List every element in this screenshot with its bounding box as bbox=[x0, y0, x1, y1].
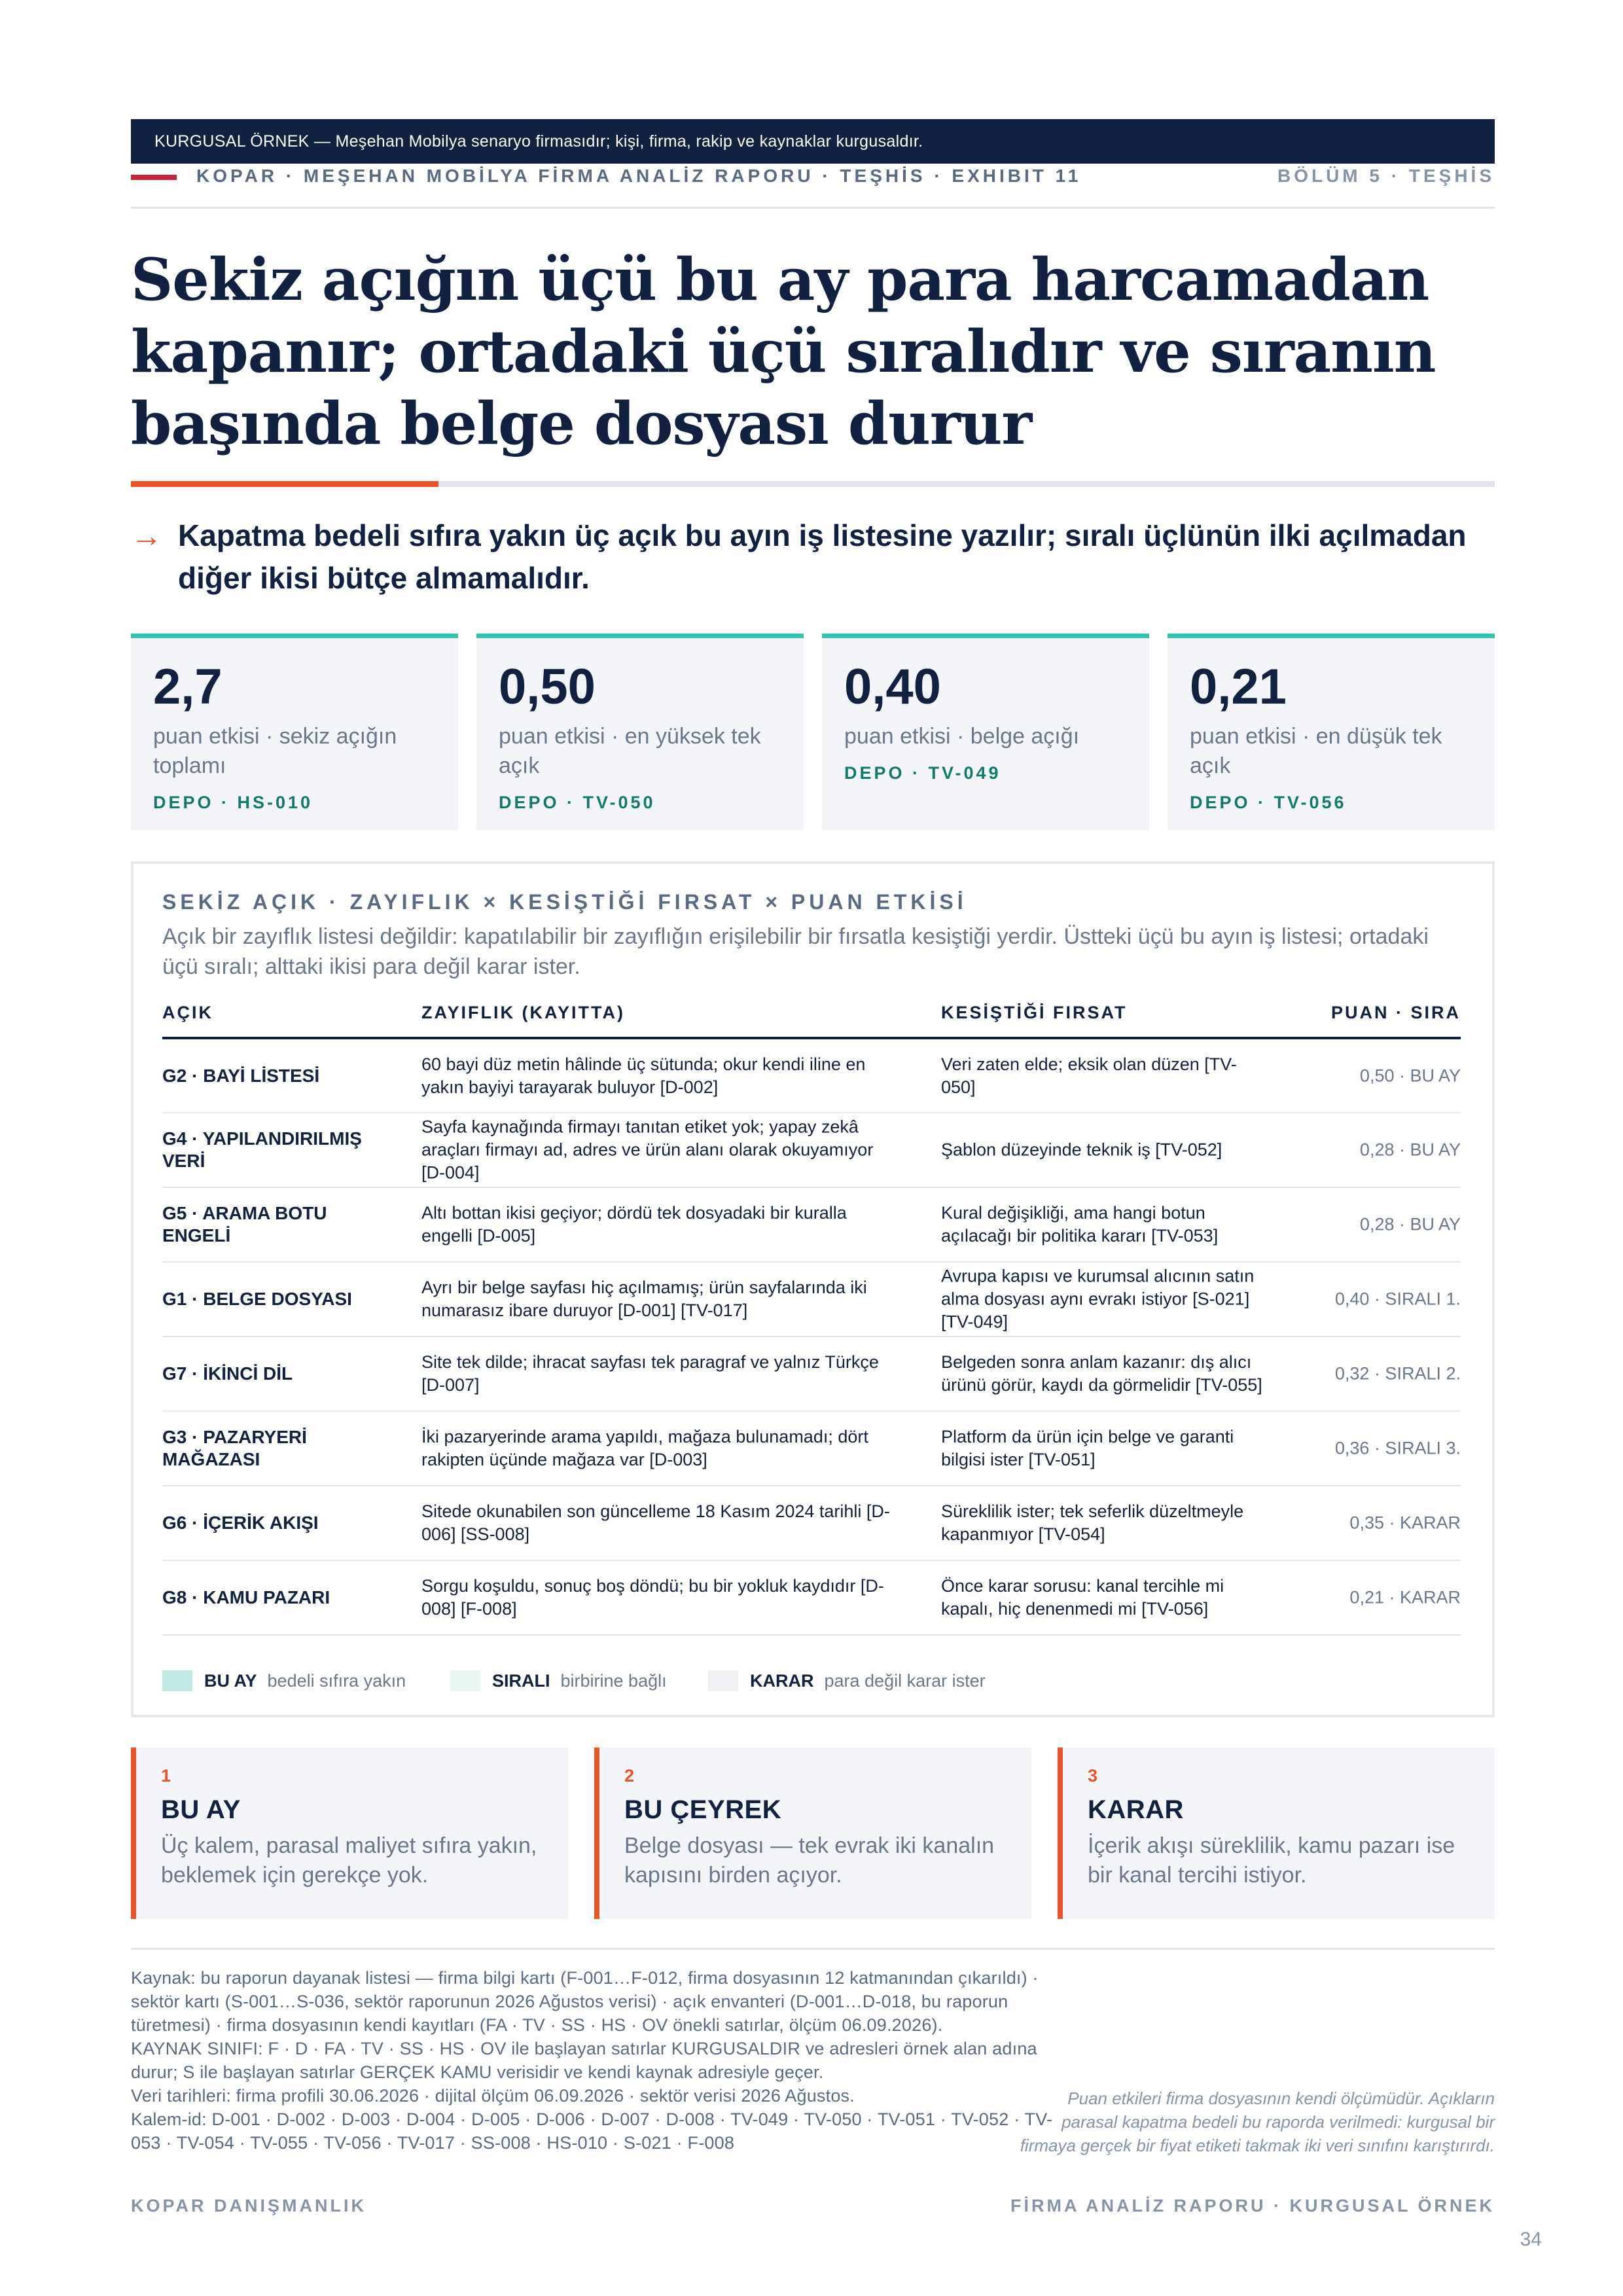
page-number: 34 bbox=[1520, 2229, 1542, 2250]
lede-text: Kapatma bedeli sıfıra yakın üç açık bu ayın iş listesine yazılır; sıralı üçlünün ilki açılmadan diğer ikisi bütçe almamalıdır. bbox=[178, 518, 1467, 595]
kpi-value: 0,50 bbox=[499, 659, 596, 715]
section-label: BÖLÜM 5 · TEŞHİS bbox=[1277, 166, 1495, 186]
method-note: Puan etkileri firma dosyasının kendi ölçümüdür. Açıkların parasal kapatma bedeli bu raporda verilmedi: kurgusal bir firmaya gerçek bir fiyat etiketi takmak iki veri sınıfını karıştırırdı. bbox=[1020, 2089, 1495, 2155]
table-row bbox=[162, 1561, 1461, 1636]
source-line: Kalem-id: D-001 · D-002 · D-003 · D-004 · D-005 · D-006 · D-007 · D-008 · TV-049 · TV-050 · TV-051 · TV-052 · TV-053 · TV-054 · TV-055 · TV-056 · TV-017 · SS-008 · HS-010 · S-021 · F-008 bbox=[131, 2109, 1053, 2153]
table-row bbox=[162, 1263, 1461, 1337]
title-rule-accent bbox=[131, 481, 438, 487]
weakness-cell: 60 bayi düz metin hâlinde üç sütunda; okur kendi iline en yakın bayiyi tarayarak buluyor [D-002] bbox=[421, 1054, 866, 1097]
column-header-weakness: ZAYIFLIK (KAYITTA) bbox=[421, 1003, 626, 1022]
weakness-cell: Site tek dilde; ihracat sayfası tek paragraf ve yalnız Türkçe [D-007] bbox=[421, 1352, 879, 1395]
opportunity-cell: Platform da ürün için belge ve garanti bilgisi ister [TV-051] bbox=[941, 1427, 1234, 1469]
action-number: 1 bbox=[161, 1766, 171, 1785]
kpi-value: 0,40 bbox=[844, 659, 941, 715]
action-text: Üç kalem, parasal maliyet sıfıra yakın, beklemek için gerekçe yok. bbox=[161, 1833, 537, 1888]
table-row bbox=[162, 1113, 1461, 1188]
score-cell: 0,28 · BU AY bbox=[1359, 1139, 1461, 1160]
footer-publisher: KOPAR DANIŞMANLIK bbox=[131, 2196, 366, 2215]
weakness-cell: Sayfa kaynağında firmayı tanıtan etiket yok; yapay zekâ araçları firmayı ad, adres ve ürün alanı olarak okuyamıyor [D-004] bbox=[421, 1117, 874, 1183]
kpi-value: 2,7 bbox=[153, 659, 223, 715]
kpi-source: DEPO · HS-010 bbox=[153, 793, 313, 812]
legend-item-karar bbox=[708, 1669, 986, 1693]
source-line: Veri tarihleri: firma profili 30.06.2026 · dijital ölçüm 06.09.2026 · sektör verisi 2026 Ağustos. bbox=[131, 2086, 855, 2106]
kpi-label: puan etkisi · belge açığı bbox=[844, 724, 1080, 749]
opportunity-cell: Kural değişikliği, ama hangi botun açılacağı bir politika kararı [TV-053] bbox=[941, 1203, 1219, 1246]
source-line: KAYNAK SINIFI: F · D · FA · TV · SS · HS · OV ile başlayan satırlar KURGUSALDIR ve adresleri örnek alan adına durur; S ile başlayan satırlar GERÇEK KAMU verisidir ve kendi kaynak adresiyle geçer. bbox=[131, 2039, 1037, 2082]
action-heading: KARAR bbox=[1088, 1795, 1184, 1824]
kpi-label: puan etkisi · en yüksek tek açık bbox=[499, 724, 761, 778]
table-row bbox=[162, 1412, 1461, 1486]
opportunity-cell: Veri zaten elde; eksik olan düzen [TV-050] bbox=[941, 1054, 1237, 1097]
opportunity-cell: Avrupa kapısı ve kurumsal alıcının satın alma dosyası aynı evrakı istiyor [S-021] [TV-049] bbox=[941, 1266, 1255, 1332]
gap-name: G3 · PAZARYERİ MAĞAZASI bbox=[162, 1427, 307, 1469]
column-header-score: PUAN · SIRA bbox=[1330, 1003, 1461, 1022]
arrow-right-icon: → bbox=[131, 519, 162, 554]
opportunity-cell: Süreklilik ister; tek seferlik düzeltmeyle kapanmıyor [TV-054] bbox=[941, 1501, 1244, 1544]
weakness-cell: Sitede okunabilen son güncelleme 18 Kasım 2024 tarihli [D-006] [SS-008] bbox=[421, 1501, 890, 1544]
weakness-cell: Altı bottan ikisi geçiyor; dördü tek dosyadaki bir kuralla engelli [D-005] bbox=[421, 1203, 847, 1246]
page-title: Sekiz açığın üçü bu ay para harcamadan kapanır; ortadaki üçü sıralıdır ve sıranın başında belge dosyası durur bbox=[131, 245, 1436, 457]
kpi-card bbox=[476, 634, 804, 830]
gap-name: G5 · ARAMA BOTU ENGELİ bbox=[162, 1203, 327, 1246]
opportunity-cell: Belgeden sonra anlam kazanır: dış alıcı ürünü görür, kaydı da görmelidir [TV-055] bbox=[941, 1352, 1262, 1395]
score-cell: 0,36 · SIRALI 3. bbox=[1334, 1438, 1461, 1458]
legend-swatch bbox=[708, 1670, 738, 1691]
legend-swatch bbox=[450, 1670, 480, 1691]
gap-name: G2 · BAYİ LİSTESİ bbox=[162, 1065, 320, 1086]
table-row bbox=[162, 1039, 1461, 1113]
score-cell: 0,35 · KARAR bbox=[1349, 1513, 1461, 1533]
table-intro: Açık bir zayıflık listesi değildir: kapatılabilir bir zayıflığın erişilebilir bir fırsatla kesiştiği yerdir. Üstteki üçü bu ayın iş listesi; ortadaki üçü sıralı; alttaki ikisi para değil karar ister. bbox=[162, 924, 1429, 979]
weakness-cell: İki pazaryerinde arama yapıldı, mağaza bulunamadı; dört rakipten üçünde mağaza var [D-003] bbox=[421, 1427, 868, 1469]
weakness-cell: Sorgu koşuldu, sonuç boş döndü; bu bir yokluk kaydıdır [D-008] [F-008] bbox=[421, 1576, 884, 1619]
table-kicker: SEKİZ AÇIK · ZAYIFLIK × KESİŞTİĞİ FIRSAT × PUAN ETKİSİ bbox=[162, 890, 967, 914]
legend-key: SIRALI bbox=[492, 1670, 550, 1691]
score-cell: 0,40 · SIRALI 1. bbox=[1334, 1289, 1461, 1309]
gap-name: G4 · YAPILANDIRILMIŞ VERİ bbox=[162, 1128, 362, 1171]
kpi-value: 0,21 bbox=[1190, 659, 1287, 715]
score-cell: 0,28 · BU AY bbox=[1359, 1214, 1461, 1234]
action-number: 2 bbox=[624, 1766, 635, 1785]
legend-item-bu-ay bbox=[162, 1669, 406, 1693]
action-text: Belge dosyası — tek evrak iki kanalın kapısını birden açıyor. bbox=[624, 1833, 995, 1888]
kpi-source: DEPO · TV-050 bbox=[499, 793, 656, 812]
action-heading: BU ÇEYREK bbox=[624, 1795, 782, 1824]
kpi-card bbox=[1168, 634, 1495, 830]
legend-key: KARAR bbox=[750, 1670, 814, 1691]
action-box bbox=[594, 1748, 1031, 1919]
source-line: Kaynak: bu raporun dayanak listesi — firma bilgi kartı (F-001…F-012, firma dosyasının 12 katmanından çıkarıldı) · sektör kartı (S-001…S-036, sektör raporunun 2026 Ağustos verisi) · açık envanteri (D-001…D-018, bu raporun türetmesi) · firma dosyasının kendi kayıtları (FA · TV · SS · HS · OV önekli satırlar, ölçüm 06.09.2026). bbox=[131, 1968, 1039, 2035]
weakness-cell: Ayrı bir belge sayfası hiç açılmamış; ürün sayfalarında iki numarasız ibare duruyor [D-001] [TV-017] bbox=[421, 1278, 867, 1320]
kpi-card bbox=[822, 634, 1149, 830]
kpi-label: puan etkisi · sekiz açığın toplamı bbox=[153, 724, 397, 778]
kpi-label: puan etkisi · en düşük tek açık bbox=[1190, 724, 1442, 778]
footer-report-name: FİRMA ANALİZ RAPORU · KURGUSAL ÖRNEK bbox=[1010, 2196, 1495, 2215]
gap-name: G1 · BELGE DOSYASI bbox=[162, 1289, 352, 1309]
kpi-source: DEPO · TV-056 bbox=[1190, 793, 1347, 812]
source-notes bbox=[131, 1966, 1060, 2155]
action-text: İçerik akışı süreklilik, kamu pazarı ise bir kanal tercihi istiyor. bbox=[1088, 1833, 1455, 1888]
header-divider bbox=[131, 207, 1495, 209]
opportunity-cell: Önce karar sorusu: kanal tercihle mi kapalı, hiç denenmedi mi [TV-056] bbox=[941, 1576, 1224, 1619]
legend-item-sirali bbox=[450, 1669, 667, 1693]
legend-text: para değil karar ister bbox=[824, 1670, 986, 1691]
legend-key: BU AY bbox=[204, 1670, 257, 1691]
action-box bbox=[131, 1748, 568, 1919]
score-cell: 0,21 · KARAR bbox=[1349, 1587, 1461, 1607]
legend-text: bedeli sıfıra yakın bbox=[267, 1670, 406, 1691]
score-cell: 0,50 · BU AY bbox=[1359, 1066, 1461, 1085]
running-head: KOPAR · MEŞEHAN MOBİLYA FİRMA ANALİZ RAPORU · TEŞHİS · EXHIBIT 11 bbox=[196, 166, 1082, 186]
table-row bbox=[162, 1337, 1461, 1412]
gap-name: G8 · KAMU PAZARI bbox=[162, 1587, 330, 1607]
legend-text: birbirine bağlı bbox=[560, 1670, 667, 1691]
footer-divider bbox=[131, 1948, 1495, 1950]
kpi-card bbox=[131, 634, 458, 830]
action-heading: BU AY bbox=[161, 1795, 241, 1824]
kpi-source: DEPO · TV-049 bbox=[844, 763, 1001, 783]
table-row bbox=[162, 1188, 1461, 1263]
fiction-banner: KURGUSAL ÖRNEK — Meşehan Mobilya senaryo firmasıdır; kişi, firma, rakip ve kaynaklar kurgusaldır. bbox=[131, 119, 1495, 164]
score-cell: 0,32 · SIRALI 2. bbox=[1334, 1363, 1461, 1384]
gap-name: G7 · İKİNCİ DİL bbox=[162, 1363, 293, 1384]
column-header-gap: AÇIK bbox=[162, 1003, 213, 1022]
table-row bbox=[162, 1486, 1461, 1561]
action-box bbox=[1058, 1748, 1495, 1919]
gap-name: G6 · İÇERİK AKIŞI bbox=[162, 1513, 319, 1533]
legend-swatch bbox=[162, 1670, 192, 1691]
column-header-opportunity: KESİŞTİĞİ FIRSAT bbox=[941, 1003, 1128, 1022]
accent-tick bbox=[131, 175, 177, 180]
opportunity-cell: Şablon düzeyinde teknik iş [TV-052] bbox=[941, 1139, 1222, 1160]
action-number: 3 bbox=[1088, 1766, 1098, 1785]
